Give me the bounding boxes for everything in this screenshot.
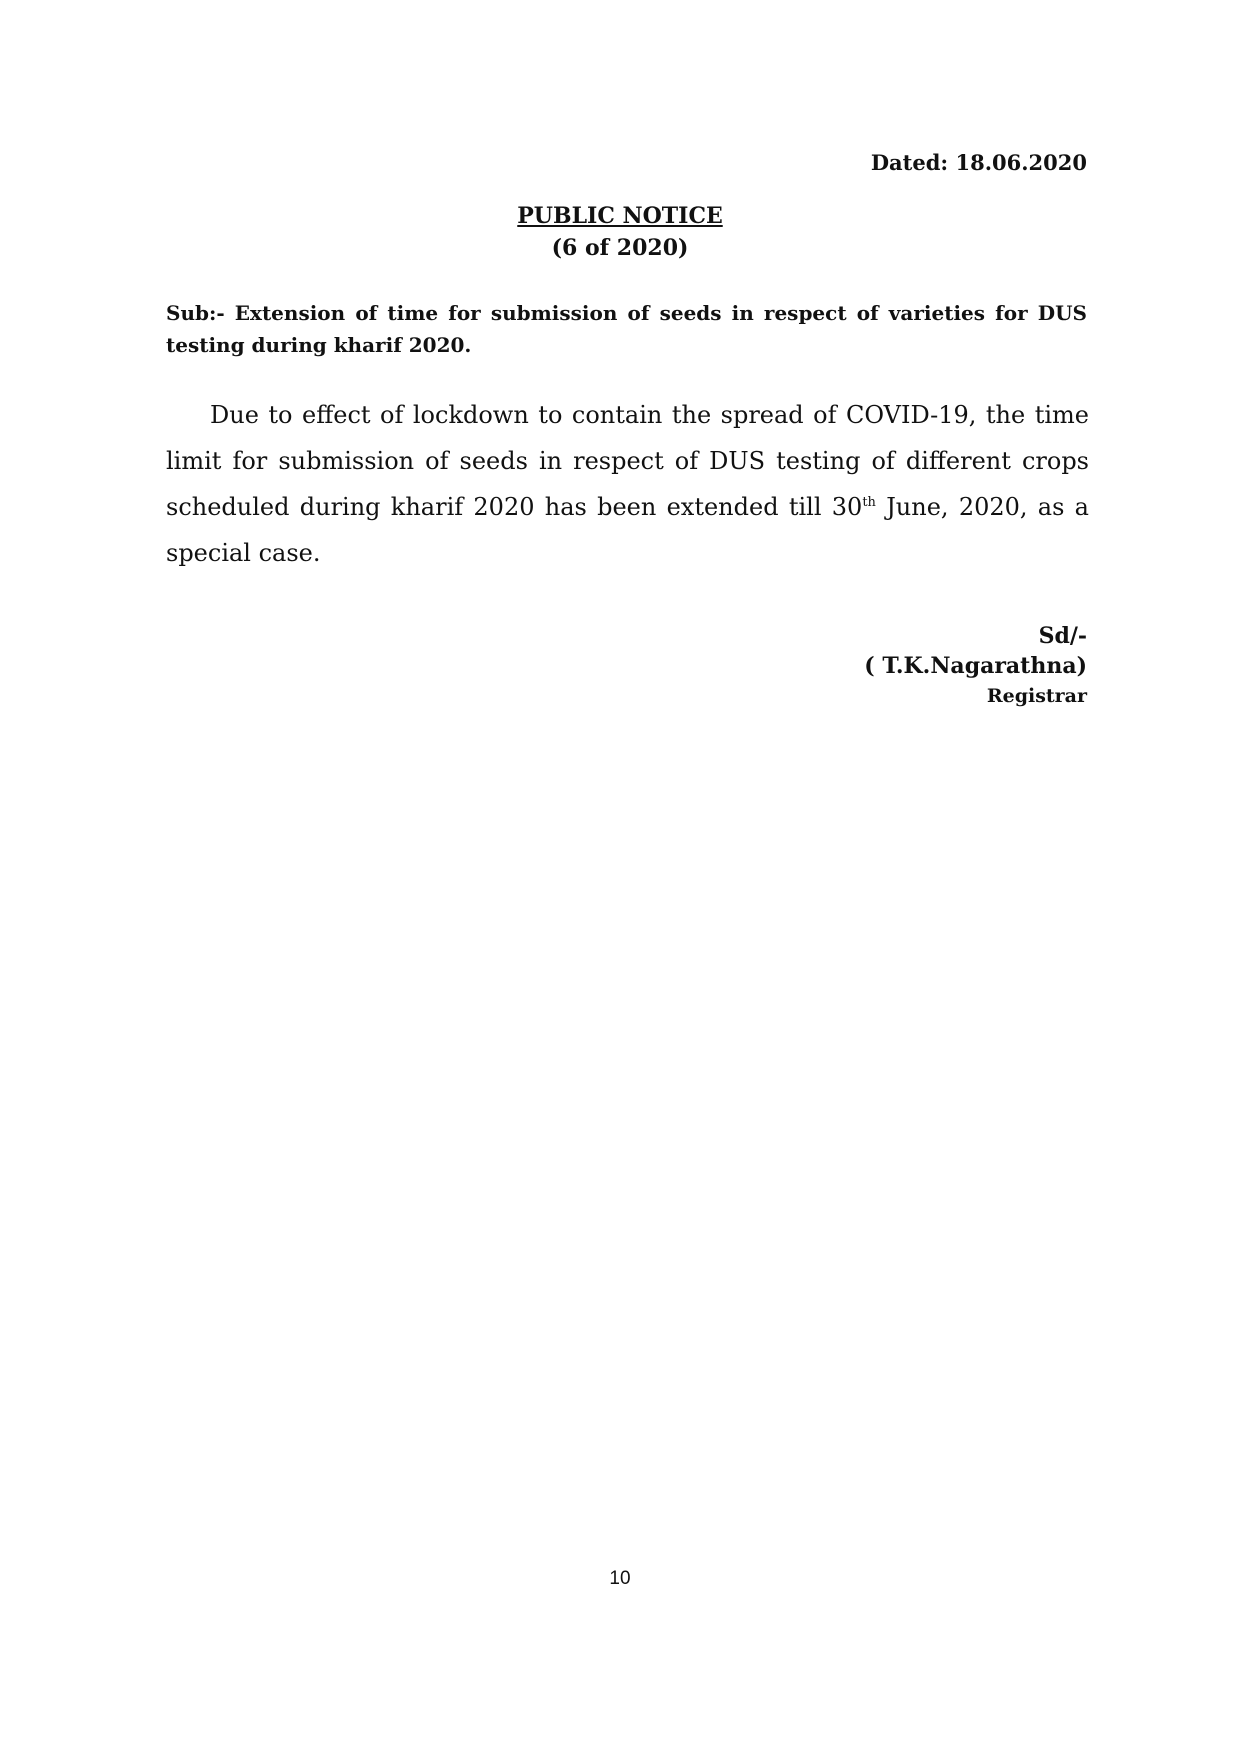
body-text-end: June, 2020, as a special case. [166,493,1089,567]
body-text-superscript: th [862,495,876,510]
signatory-name: ( T.K.Nagarathna) [864,653,1087,679]
notice-heading [0,200,1240,264]
notice-date: Dated: 18.06.2020 [870,150,1087,175]
page-number: 10 [609,1568,631,1589]
notice-body [166,392,1089,576]
notice-number: (6 of 2020) [551,235,689,261]
notice-subject: Sub:- Extension of time for submission of seeds in respect of varieties for DUS testing during kharif 2020. [166,301,1087,357]
signature-sd: Sd/- [1038,623,1087,649]
body-text-main: Due to effect of lockdown to contain the spread of COVID-19, the time limit for submission of seeds in respect of DUS testing of different crops scheduled during kharif 2020 has been extended till 30 [166,401,1089,521]
notice-title: PUBLIC NOTICE [517,203,723,229]
signatory-designation: Registrar [986,685,1087,707]
signature-block [864,621,1087,711]
